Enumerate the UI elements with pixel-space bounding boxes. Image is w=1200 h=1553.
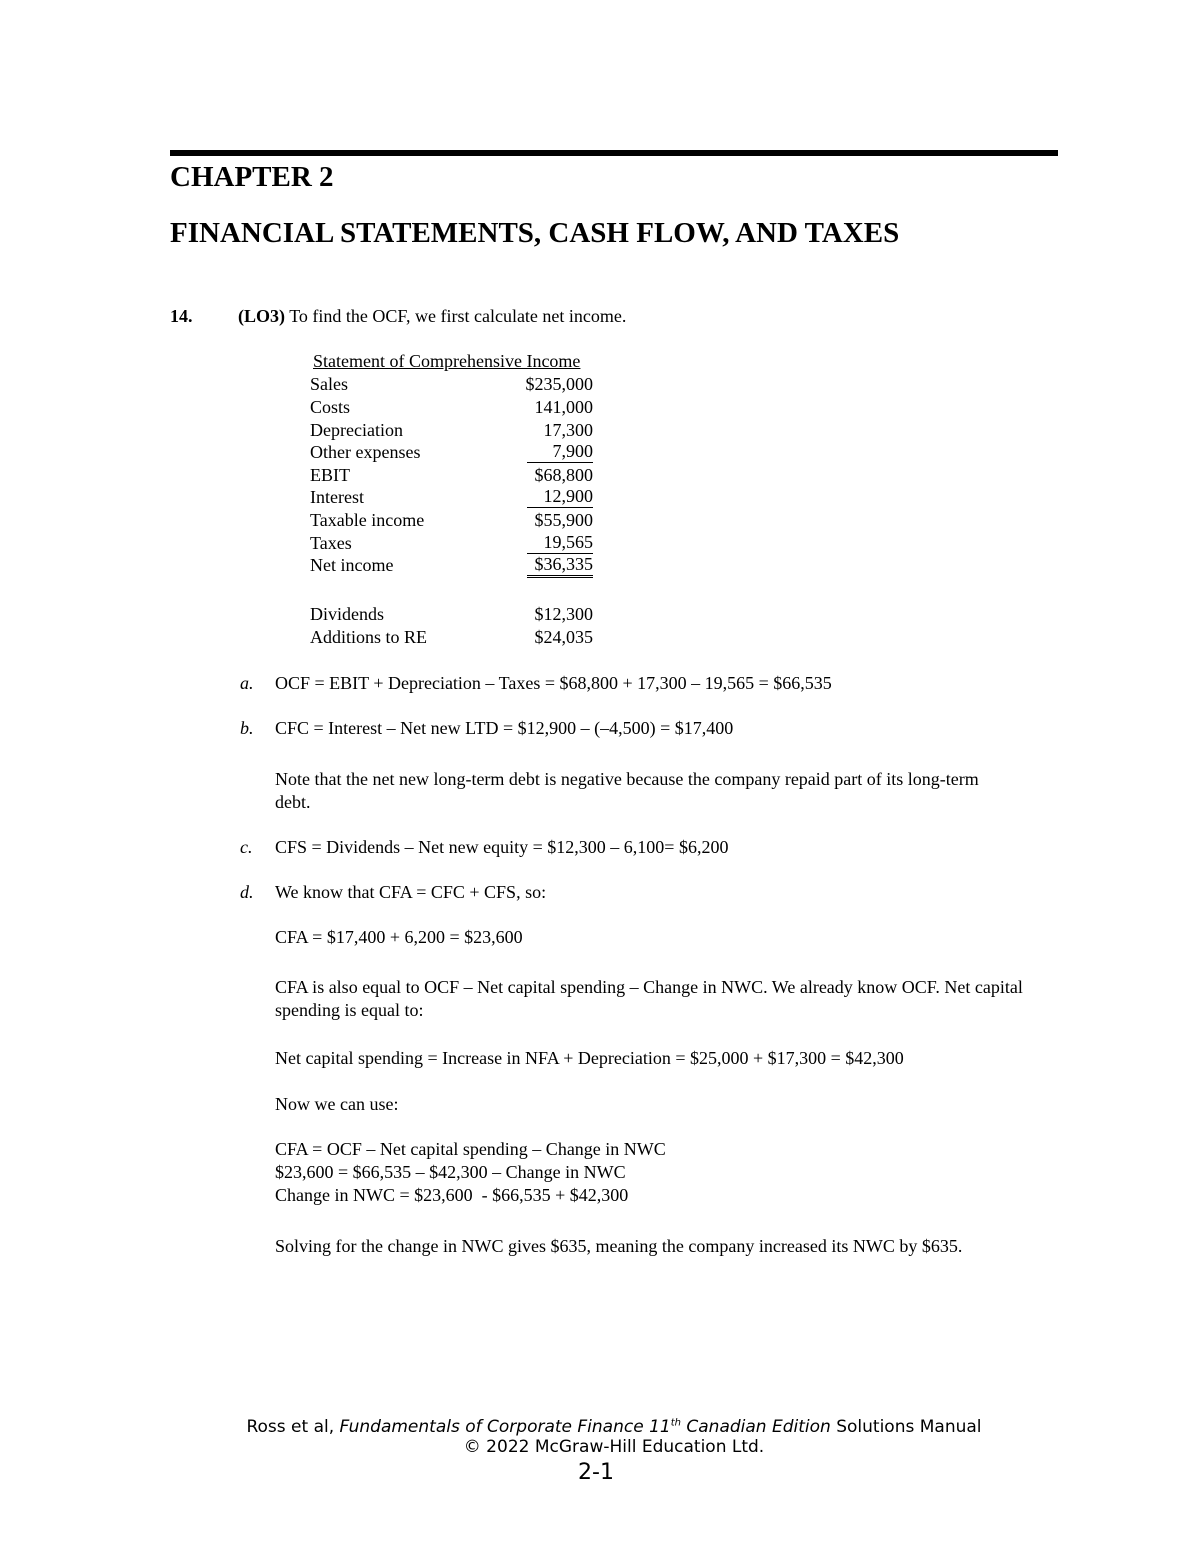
statement-row-label: Taxable income	[310, 510, 425, 530]
footer-copyright: © 2022 McGraw-Hill Education Ltd.	[463, 1437, 765, 1457]
statement-row-label: Additions to RE	[310, 627, 428, 647]
part-c-text: CFS = Dividends – Net new equity = $12,300 – 6,100= $6,200	[275, 837, 729, 857]
part-a-text: OCF = EBIT + Depreciation – Taxes = $68,800 + 17,300 – 19,565 = $66,535	[275, 673, 832, 693]
statement-row-label: EBIT	[310, 465, 350, 485]
footer-citation	[0, 1417, 1200, 1437]
problem-number: 14.	[170, 306, 193, 326]
part-d-eq1: CFA = OCF – Net capital spending – Change in NWC	[275, 1139, 666, 1159]
problem-intro	[238, 305, 626, 328]
statement-row-value: 12,900	[527, 486, 593, 508]
part-d-eq3: Change in NWC = $23,600 - $66,535 + $42,300	[275, 1185, 629, 1205]
footer-edition: Canadian Edition	[686, 1417, 831, 1437]
footer-book-title: Fundamentals of Corporate Finance 11	[339, 1417, 671, 1437]
statement-row-label: Taxes	[310, 533, 352, 553]
footer-book	[340, 1417, 831, 1437]
top-rule	[170, 150, 1058, 156]
statement-row-value: $12,300	[534, 604, 593, 624]
intro-text: To find the OCF, we first calculate net income.	[289, 306, 627, 326]
statement-title: Statement of Comprehensive Income	[313, 351, 581, 371]
statement-row-value: 17,300	[543, 420, 593, 440]
statement-row-label: Costs	[310, 397, 351, 417]
statement-row-label: Depreciation	[310, 420, 403, 440]
statement-row-label: Interest	[310, 487, 364, 507]
statement-row-label: Dividends	[310, 604, 384, 624]
statement-row-value: $24,035	[534, 627, 593, 647]
footer-manual: Solutions Manual	[836, 1417, 982, 1437]
statement-row-value: 141,000	[534, 397, 593, 417]
part-d-now: Now we can use:	[275, 1094, 399, 1114]
chapter-heading: CHAPTER 2	[170, 161, 334, 193]
part-d-conclusion: Solving for the change in NWC gives $635, meaning the company increased its NWC by $635.	[275, 1236, 963, 1256]
part-d-ncs: Net capital spending = Increase in NFA + Depreciation = $25,000 + $17,300 = $42,300	[275, 1048, 904, 1068]
chapter-title: FINANCIAL STATEMENTS, CASH FLOW, AND TAXES	[170, 217, 900, 249]
statement-row-label: Net income	[310, 555, 394, 575]
part-c-letter: c.	[240, 837, 253, 857]
footer-authors: Ross et al,	[246, 1417, 335, 1437]
statement-row-value: 19,565	[527, 532, 593, 554]
part-b-note: Note that the net new long-term debt is negative because the company repaid part of its long-term debt.	[275, 769, 979, 812]
statement-row-label: Other expenses	[310, 442, 421, 462]
statement-row-label: Sales	[310, 374, 348, 394]
part-b-text: CFC = Interest – Net new LTD = $12,900 – (–4,500) = $17,400	[275, 718, 734, 738]
part-d-eq2: $23,600 = $66,535 – $42,300 – Change in NWC	[275, 1162, 626, 1182]
part-b-letter: b.	[240, 718, 254, 738]
learning-objective: (LO3)	[238, 306, 285, 326]
statement-row-value: $68,800	[534, 465, 593, 485]
page-number: 2-1	[578, 1460, 614, 1485]
statement-row-value: $55,900	[534, 510, 593, 530]
statement-row-value: $235,000	[525, 374, 593, 394]
part-a-letter: a.	[240, 673, 254, 693]
part-d-cfa: CFA = $17,400 + 6,200 = $23,600	[275, 927, 523, 947]
part-d-text: We know that CFA = CFC + CFS, so:	[275, 882, 547, 902]
part-d-explain: CFA is also equal to OCF – Net capital spending – Change in NWC. We already know OCF. Net capital spending is equal to:	[275, 977, 1023, 1020]
statement-row-value: $36,335	[527, 554, 593, 578]
footer-edition-sup: th	[670, 1417, 681, 1429]
statement-row-value: 7,900	[527, 441, 593, 463]
part-d-letter: d.	[240, 882, 254, 902]
